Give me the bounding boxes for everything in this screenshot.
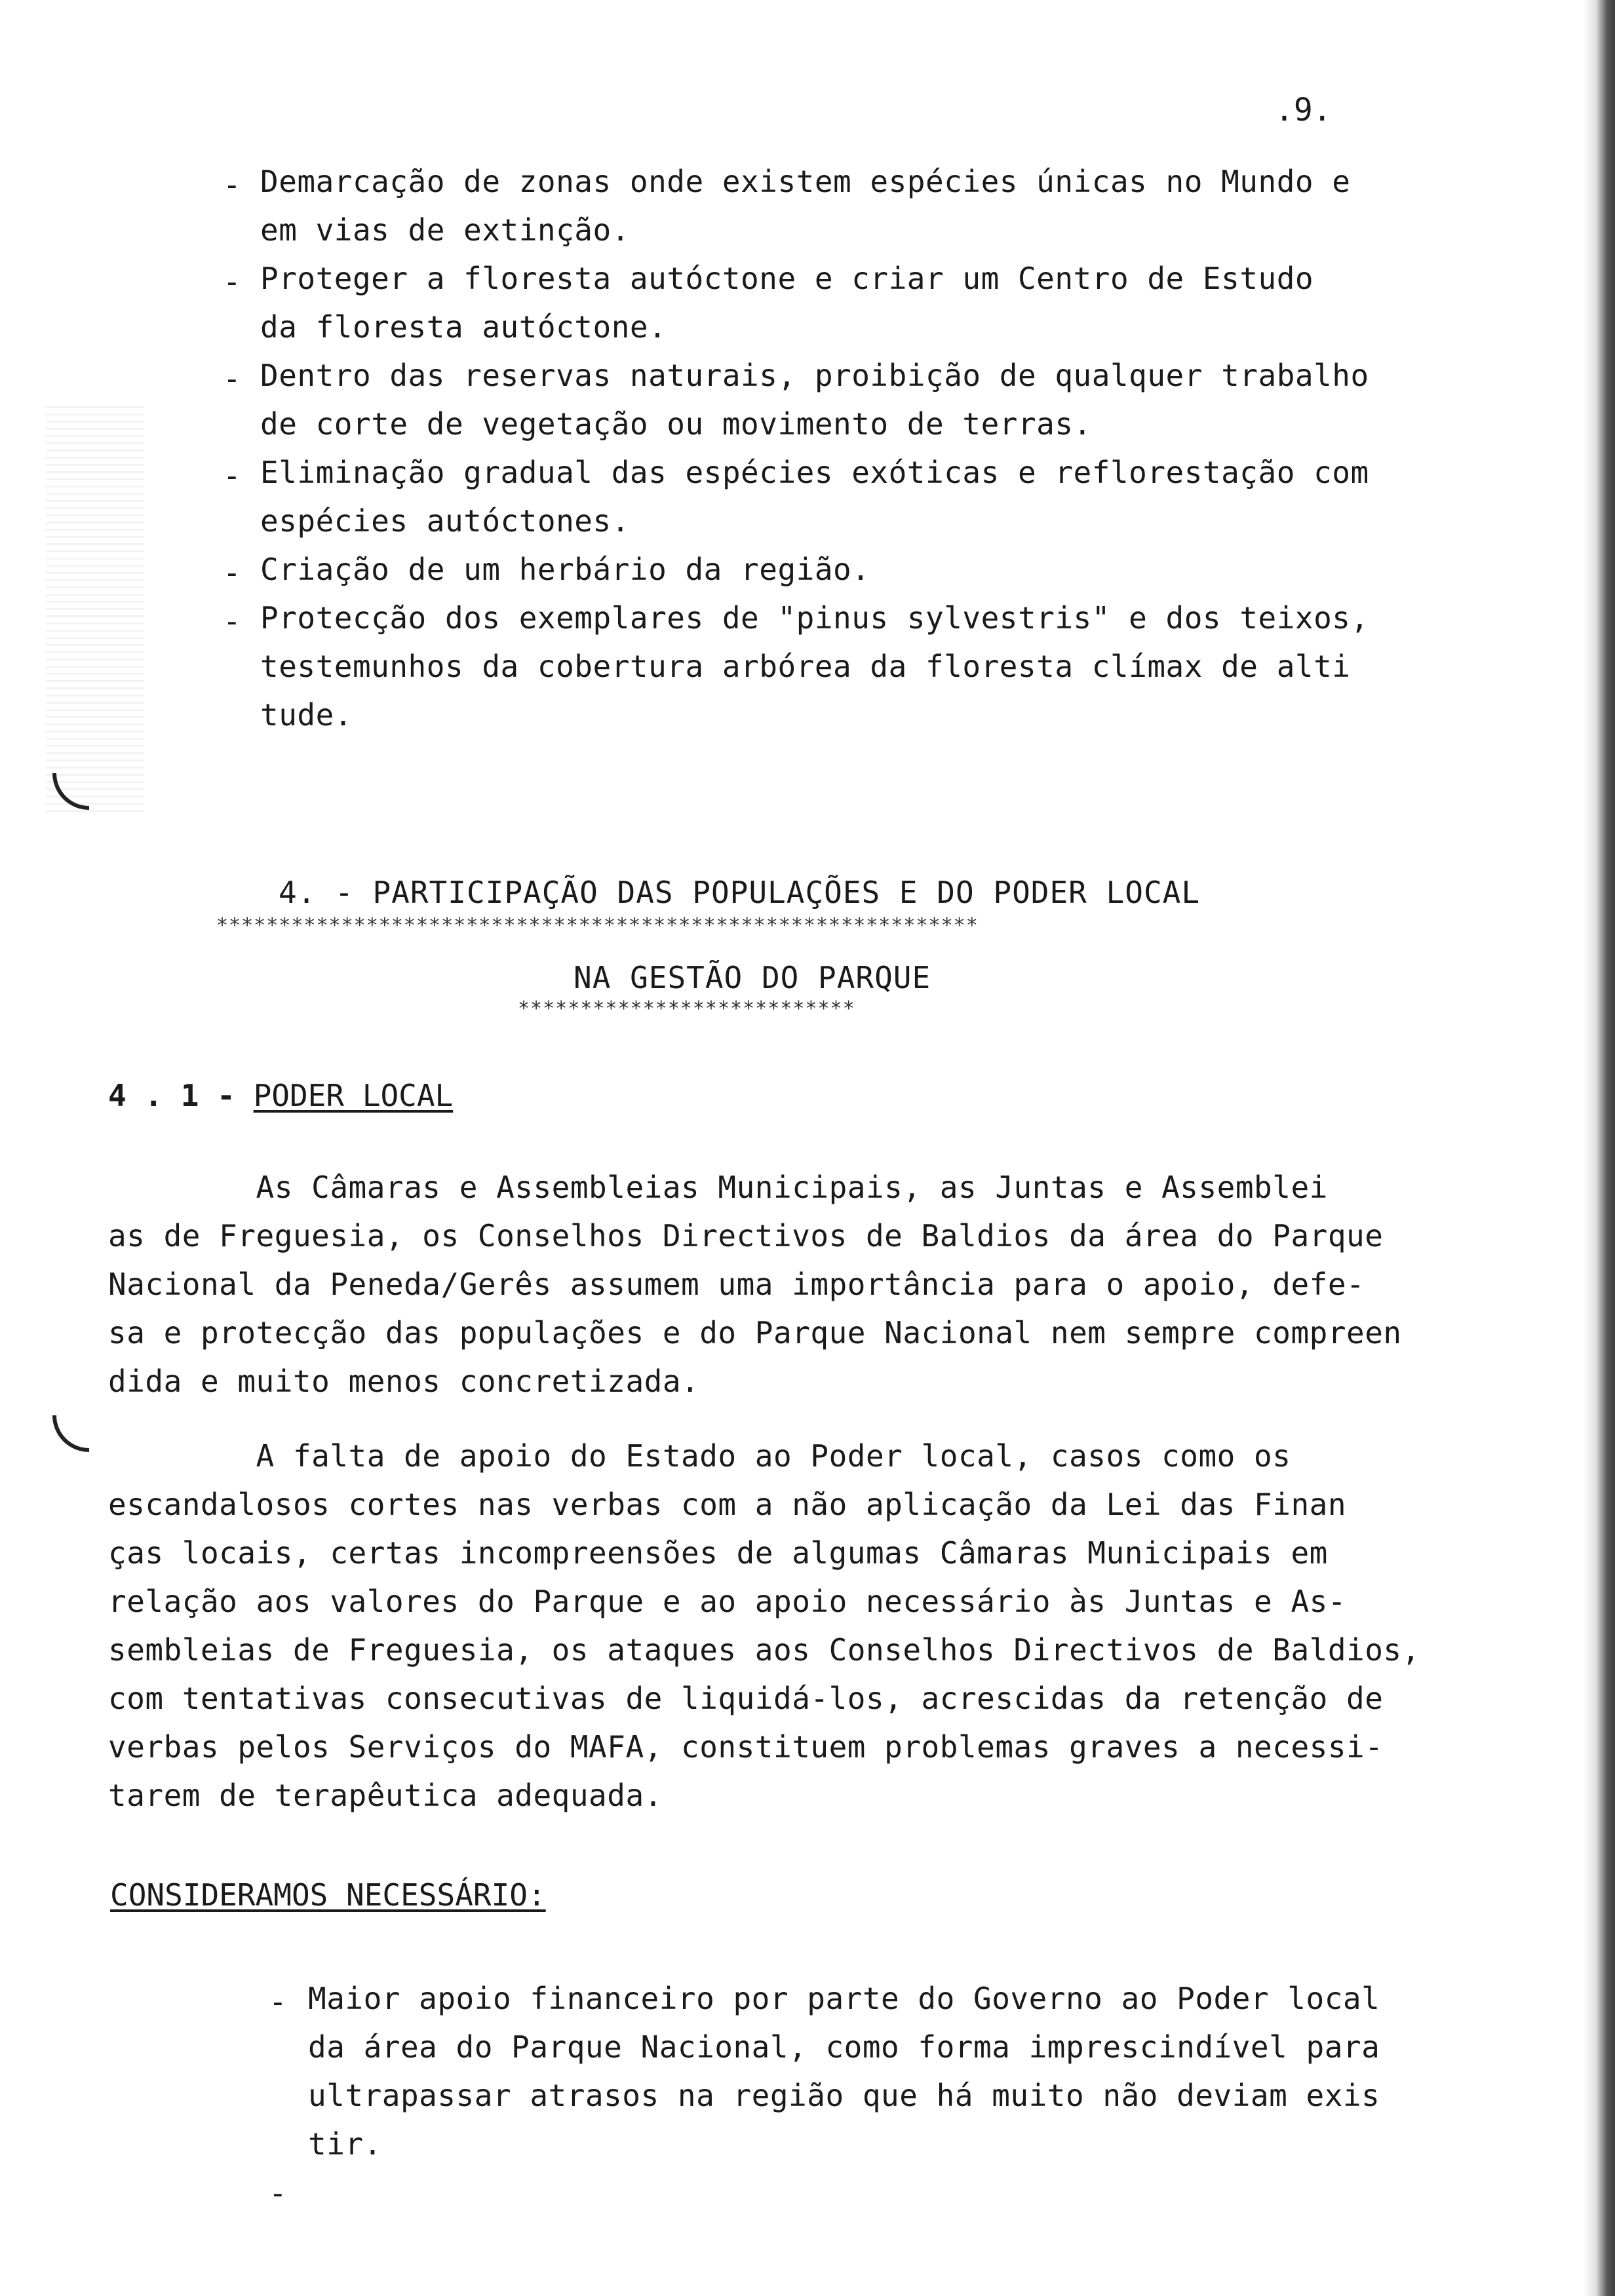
paragraph-line: ças locais, certas incompreensões de algumas Câmaras Municipais em — [108, 1535, 1328, 1571]
paragraph-line: sembleias de Freguesia, os ataques aos Conselhos Directivos de Baldios, — [108, 1632, 1420, 1668]
bullet-dash: - — [269, 2175, 287, 2211]
list-item-line: Demarcação de zonas onde existem espécies únicas no Mundo e — [260, 164, 1351, 199]
section-heading: 4. - PARTICIPAÇÃO DAS POPULAÇÕES E DO PODER LOCAL — [279, 875, 1201, 910]
list-item — [260, 448, 1369, 545]
list-item — [308, 1974, 1380, 2168]
paragraph-line: sa e protecção das populações e do Parque Nacional nem sempre compreen — [108, 1315, 1402, 1350]
list-item-line: tude. — [260, 697, 353, 733]
list-item — [260, 254, 1313, 351]
page-number: .9. — [1275, 92, 1332, 128]
paragraph-line: as de Freguesia, os Conselhos Directivos de Baldios da área do Parque — [108, 1218, 1384, 1253]
paragraph-line: tarem de terapêutica adequada. — [108, 1778, 663, 1813]
paragraph-line: verbas pelos Serviços do MAFA, constituem problemas graves a necessi- — [108, 1729, 1384, 1765]
paragraph-line: relação aos valores do Parque e ao apoio necessário às Juntas e As- — [108, 1584, 1347, 1619]
bullet-dash: - — [223, 555, 241, 590]
list-item-line: Maior apoio financeiro por parte do Governo ao Poder local — [308, 1981, 1380, 2016]
paragraph — [108, 1163, 1402, 1406]
subsection-number: 4 . 1 - — [108, 1078, 235, 1113]
bullet-dash: - — [223, 603, 241, 639]
list-item — [260, 545, 870, 594]
heading-stars-rule: ************************************************************* — [216, 914, 979, 937]
list-item-line: espécies autóctones. — [260, 503, 630, 539]
bullet-dash: - — [269, 1984, 287, 2019]
bullet-dash: - — [223, 167, 241, 202]
list-item-line: tir. — [308, 2126, 382, 2162]
list-item-line: de corte de vegetação ou movimento de terras. — [260, 406, 1092, 442]
list-item-line: da área do Parque Nacional, como forma imprescindível para — [308, 2029, 1380, 2065]
bullet-dash: - — [223, 264, 241, 299]
list-item — [260, 594, 1369, 739]
list-item — [260, 157, 1350, 254]
list-item-line: testemunhos da cobertura arbórea da floresta clímax de alti — [260, 649, 1351, 684]
list-item-line: Criação de um herbário da região. — [260, 552, 870, 587]
scan-edge-shadow — [1584, 0, 1615, 2296]
section-heading-continued: NA GESTÃO DO PARQUE — [574, 960, 931, 995]
paragraph — [108, 1432, 1420, 1820]
paragraph-line: dida e muito menos concretizada. — [108, 1364, 700, 1399]
paragraph-line: A falta de apoio do Estado ao Poder local, casos como os — [108, 1438, 1291, 1474]
list-item-line: Eliminação gradual das espécies exóticas e reflorestação com — [260, 455, 1369, 490]
list-item-line: da floresta autóctone. — [260, 309, 667, 345]
subsection-heading — [108, 1078, 453, 1113]
list-item-line: Dentro das reservas naturais, proibição de qualquer trabalho — [260, 358, 1369, 393]
subsection-title: PODER LOCAL — [253, 1078, 454, 1113]
list-item-line: Proteger a floresta autóctone e criar um Centro de Estudo — [260, 261, 1314, 296]
heading-stars-rule: *************************** — [518, 997, 855, 1020]
list-item-line: em vias de extinção. — [260, 212, 630, 248]
considered-heading: CONSIDERAMOS NECESSÁRIO: — [110, 1877, 546, 1913]
paragraph-line: escandalosos cortes nas verbas com a não aplicação da Lei das Finan — [108, 1487, 1347, 1522]
list-item-line: Protecção dos exemplares de "pinus sylvestris" e dos teixos, — [260, 600, 1369, 636]
bullet-dash: - — [223, 458, 241, 493]
paragraph-line: com tentativas consecutivas de liquidá-los, acrescidas da retenção de — [108, 1681, 1384, 1716]
list-item — [260, 351, 1369, 448]
bullet-dash: - — [223, 361, 241, 396]
paragraph-line: Nacional da Peneda/Gerês assumem uma importância para o apoio, defe- — [108, 1267, 1365, 1302]
margin-mark-icon — [52, 1415, 89, 1452]
paragraph-line: As Câmaras e Assembleias Municipais, as Juntas e Assemblei — [108, 1170, 1328, 1205]
list-item-line: ultrapassar atrasos na região que há muito não deviam exis — [308, 2078, 1380, 2113]
margin-scan-noise — [46, 406, 144, 813]
